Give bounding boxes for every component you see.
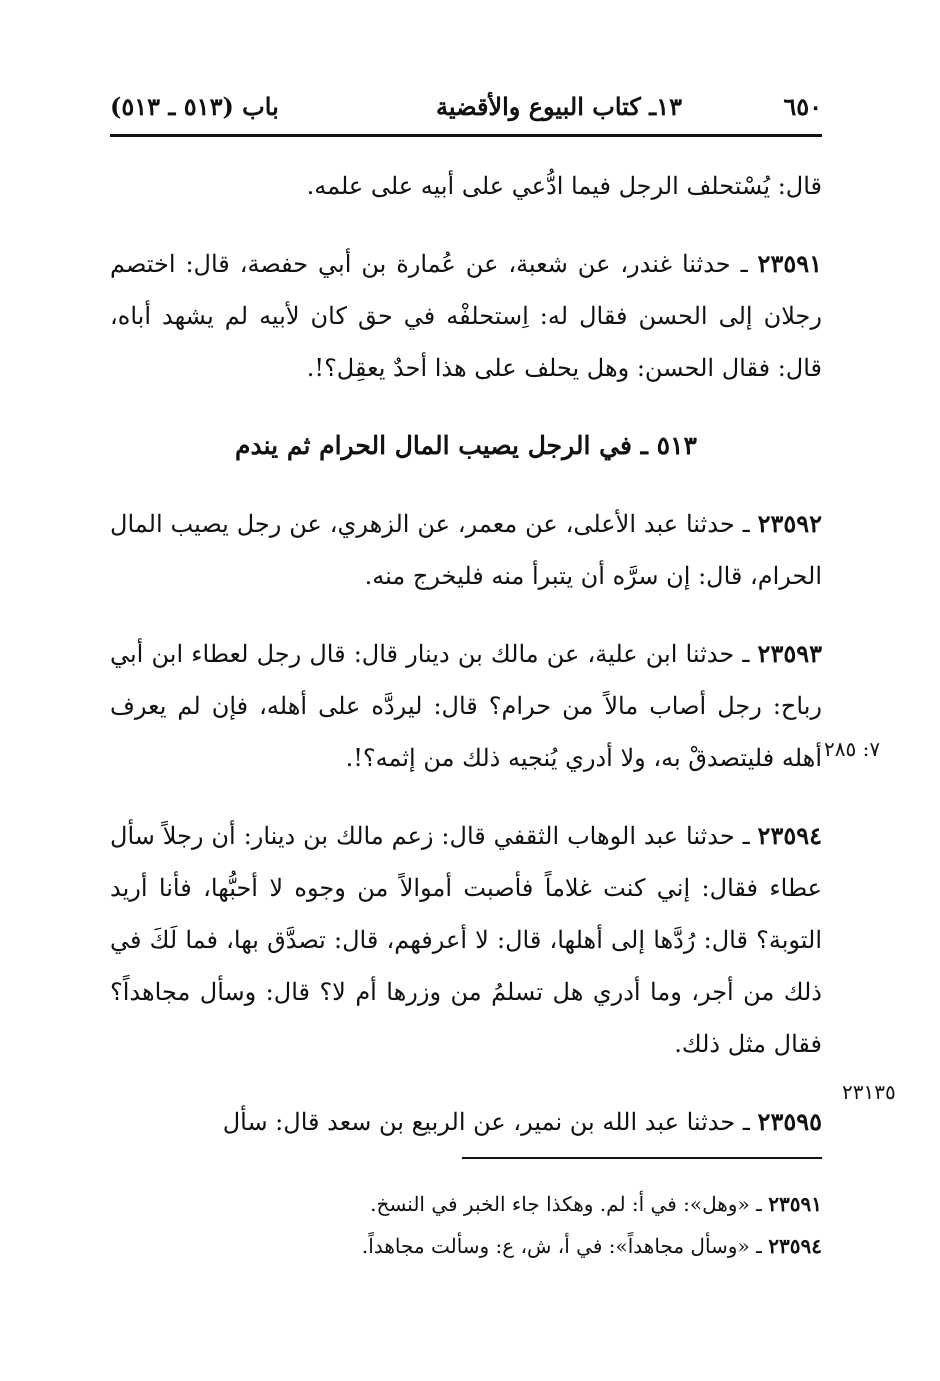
footnote [110,1225,822,1267]
intro-paragraph: قال: يُسْتحلف الرجل فيما ادُّعي على أبيه على علمه. [306,172,822,200]
footnote [110,1183,822,1225]
footnote-rule [462,1157,822,1159]
footnote-text: ـ «وسأل مجاهداً»: في أ، ش، ع: وسألت مجاهداً. [361,1234,762,1258]
hadith-text: ـ حدثنا ابن علية، عن مالك بن دينار قال: قال رجل لعطاء ابن أبي رباح: رجل أصاب مالاً من حرام؟ قال: ليردَّه على أهله، فإن لم يعرف أهله فليتصدقْ به، ولا أدري يُنجيه ذلك من إثمه؟!. [110,640,822,772]
running-header [110,86,822,134]
footnote-text: ـ «وهل»: في أ: لم. وهكذا جاء الخبر في النسخ. [370,1192,762,1216]
margin-reference: ٢٣١٣٥ [842,1080,896,1104]
hadith-23594 [110,810,822,1070]
margin-reference: ٧: ٢٨٥ [824,737,881,761]
hadith-23593 [110,628,822,784]
footnote-number: ٢٣٥٩٤ [768,1234,822,1258]
hadith-text: ـ حدثنا عبد الله بن نمير، عن الربيع بن سعد قال: سأل [222,1108,750,1136]
hadith-text: ـ حدثنا عبد الأعلى، عن معمر، عن الزهري، عن رجل يصيب المال الحرام، قال: إن سرَّه أن يتبرأ منه فليخرج منه. [110,510,822,590]
footnotes [110,1183,822,1267]
hadith-23592 [110,498,822,602]
header-rule [110,134,822,137]
book-title: ١٣ـ كتاب البيوع والأقضية [436,92,682,121]
hadith-text: ـ حدثنا غندر، عن شعبة، عن عُمارة بن أبي حفصة، قال: اختصم رجلان إلى الحسن فقال له: اِستحلفْه في حق كان لأبيه لم يشهد أباه، قال: فقال الحسن: وهل يحلف على هذا أحدٌ يعقِل؟!. [110,250,822,382]
hadith-23591 [110,238,822,394]
page-number: ٦٥٠ [783,92,822,121]
section-title: ٥١٣ ـ في الرجل يصيب المال الحرام ثم يندم [235,431,697,460]
hadith-number: ٢٣٥٩٣ [757,639,822,668]
hadith-number: ٢٣٥٩٤ [757,821,822,850]
hadith-23595 [110,1096,822,1148]
footnote-number: ٢٣٥٩١ [768,1192,822,1216]
main-text [110,160,822,1174]
chapter-range: باب (٥١٣ ـ ٥١٣) [110,92,279,121]
hadith-number: ٢٣٥٩٢ [757,509,823,538]
hadith-number: ٢٣٥٩١ [757,249,822,278]
hadith-text: ـ حدثنا عبد الوهاب الثقفي قال: زعم مالك بن دينار: أن رجلاً سأل عطاء فقال: إني كنت غلاماً فأصبت أموالاً من وجوه لا أحبُّها، فأنا أريد التوبة؟ قال: رُدَّها إلى أهلها، قال: لا أعرفهم، قال: تصدَّق بها، فما لَكَ في ذلك من أجر، وما أدري هل تسلمُ من وزرها أم لا؟ قال: وسأل مجاهداً؟ فقال مثل ذلك. [110,822,822,1058]
hadith-number: ٢٣٥٩٥ [757,1107,822,1136]
